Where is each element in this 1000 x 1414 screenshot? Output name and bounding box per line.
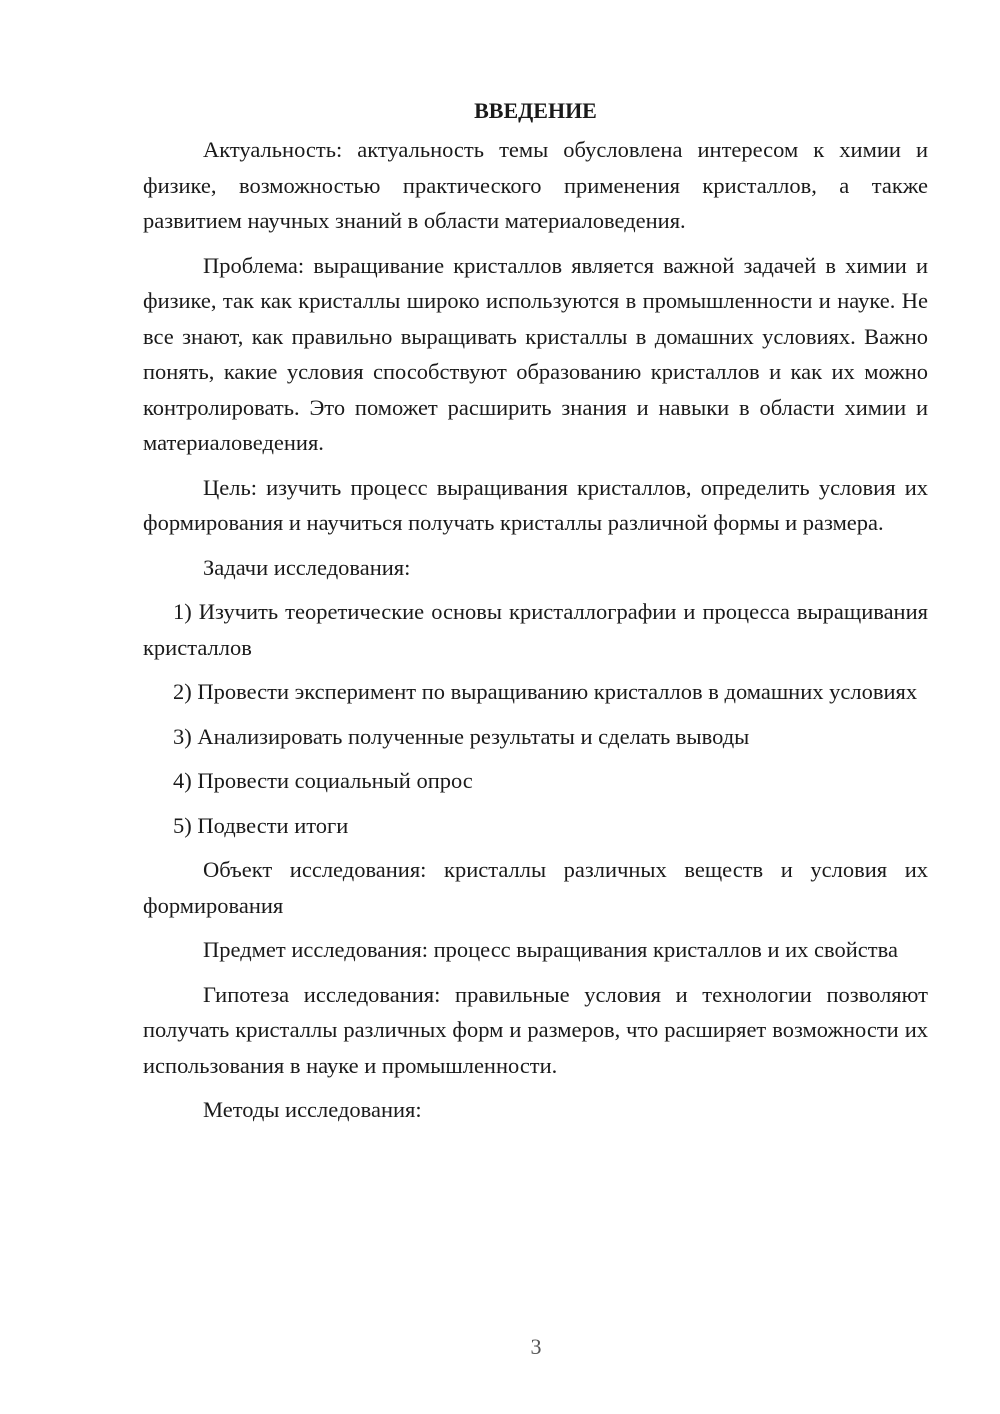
- problem-paragraph: Проблема: выращивание кристаллов является важной задачей в химии и физике, так как кристаллы широко используются в промышленности и науке. Не все знают, как правильно выращивать кристаллы в домашних условиях. Важно понять, какие условия способствуют образованию кристаллов и как их можно контролировать. Это поможет расширить знания и навыки в области химии и материаловедения.: [143, 252, 928, 455]
- relevance-paragraph: Актуальность: актуальность темы обусловлена интересом к химии и физике, возможностью практического применения кристаллов, а также развитием научных знаний в области материаловедения.: [143, 137, 928, 233]
- methods-title: Методы исследования:: [203, 1097, 422, 1122]
- task-item-1: 1) Изучить теоретические основы кристаллографии и процесса выращивания кристаллов: [143, 599, 928, 660]
- task-item-2: 2) Провести эксперимент по выращиванию кристаллов в домашних условиях: [173, 679, 918, 704]
- object-paragraph: Объект исследования: кристаллы различных веществ и условия их формирования: [143, 857, 928, 918]
- goal-paragraph: Цель: изучить процесс выращивания кристаллов, определить условия их формирования и научиться получать кристаллы различной формы и размера.: [143, 474, 928, 535]
- task-item-5: 5) Подвести итоги: [173, 812, 349, 838]
- hypothesis-paragraph: Гипотеза исследования: правильные условия и технологии позволяют получать кристаллы различных форм и размеров, что расширяет возможности их использования в науке и промышленности.: [143, 981, 928, 1078]
- task-item-4: 4) Провести социальный опрос: [173, 768, 473, 793]
- section-heading: ВВЕДЕНИЕ: [474, 98, 597, 123]
- task-item-3: 3) Анализировать полученные результаты и сделать выводы: [173, 723, 750, 749]
- page-number: 3: [530, 1334, 542, 1359]
- subject-paragraph: Предмет исследования: процесс выращивания кристаллов и их свойства: [203, 937, 898, 962]
- tasks-title: Задачи исследования:: [203, 554, 411, 580]
- document-page: [143, 96, 928, 1137]
